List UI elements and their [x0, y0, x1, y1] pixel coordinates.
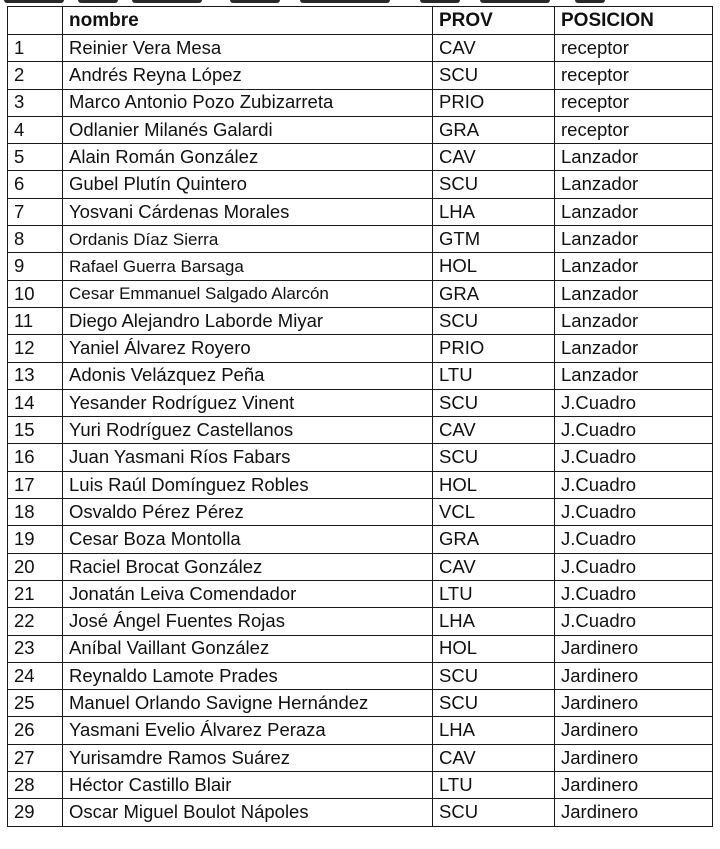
player-name: Héctor Castillo Blair — [63, 772, 433, 799]
player-name: Yasmani Evelio Álvarez Peraza — [63, 717, 433, 744]
player-name: Yesander Rodríguez Vinent — [63, 389, 433, 416]
row-number: 8 — [8, 226, 63, 253]
position: Lanzador — [555, 144, 713, 171]
province: SCU — [433, 171, 555, 198]
table-row — [8, 226, 713, 253]
table-row — [8, 799, 713, 826]
position: Jardinero — [555, 744, 713, 771]
table-row — [8, 89, 713, 116]
position: receptor — [555, 116, 713, 143]
table-row — [8, 116, 713, 143]
player-name: Odlanier Milanés Galardi — [63, 116, 433, 143]
player-name: Manuel Orlando Savigne Hernández — [63, 690, 433, 717]
header-prov: PROV — [433, 7, 555, 35]
province: SCU — [433, 799, 555, 826]
player-name: Osvaldo Pérez Pérez — [63, 499, 433, 526]
row-number: 28 — [8, 772, 63, 799]
province: SCU — [433, 690, 555, 717]
position: Jardinero — [555, 799, 713, 826]
province: LTU — [433, 362, 555, 389]
position: receptor — [555, 35, 713, 62]
province: CAV — [433, 744, 555, 771]
table-row — [8, 307, 713, 334]
player-name: Yaniel Álvarez Royero — [63, 335, 433, 362]
table-row — [8, 389, 713, 416]
table-row — [8, 662, 713, 689]
position: Lanzador — [555, 226, 713, 253]
province: SCU — [433, 307, 555, 334]
province: SCU — [433, 389, 555, 416]
province: SCU — [433, 62, 555, 89]
player-name: Juan Yasmani Ríos Fabars — [63, 444, 433, 471]
table-row — [8, 526, 713, 553]
position: Jardinero — [555, 772, 713, 799]
header-name: nombre — [63, 7, 433, 35]
player-name: Diego Alejandro Laborde Miyar — [63, 307, 433, 334]
province: CAV — [433, 35, 555, 62]
row-number: 20 — [8, 553, 63, 580]
table-row — [8, 499, 713, 526]
row-number: 19 — [8, 526, 63, 553]
row-number: 23 — [8, 635, 63, 662]
table-row — [8, 580, 713, 607]
table-row — [8, 635, 713, 662]
position: J.Cuadro — [555, 553, 713, 580]
header-num — [8, 7, 63, 35]
table-row — [8, 772, 713, 799]
table-row — [8, 280, 713, 307]
row-number: 21 — [8, 580, 63, 607]
table-row — [8, 198, 713, 225]
player-name: Cesar Emmanuel Salgado Alarcón — [63, 280, 433, 307]
position: J.Cuadro — [555, 580, 713, 607]
position: Jardinero — [555, 662, 713, 689]
position: J.Cuadro — [555, 526, 713, 553]
table-row — [8, 144, 713, 171]
row-number: 13 — [8, 362, 63, 389]
row-number: 25 — [8, 690, 63, 717]
province: LHA — [433, 717, 555, 744]
table-row — [8, 608, 713, 635]
row-number: 2 — [8, 62, 63, 89]
table-row — [8, 362, 713, 389]
row-number: 1 — [8, 35, 63, 62]
row-number: 5 — [8, 144, 63, 171]
table-row — [8, 744, 713, 771]
position: J.Cuadro — [555, 389, 713, 416]
position: Lanzador — [555, 335, 713, 362]
row-number: 6 — [8, 171, 63, 198]
position: Jardinero — [555, 690, 713, 717]
province: SCU — [433, 662, 555, 689]
player-name: Andrés Reyna López — [63, 62, 433, 89]
row-number: 4 — [8, 116, 63, 143]
row-number: 15 — [8, 417, 63, 444]
position: J.Cuadro — [555, 417, 713, 444]
header-row — [8, 7, 713, 35]
player-name: Oscar Miguel Boulot Nápoles — [63, 799, 433, 826]
player-name: Jonatán Leiva Comendador — [63, 580, 433, 607]
province: PRIO — [433, 89, 555, 116]
player-name: Yuri Rodríguez Castellanos — [63, 417, 433, 444]
player-name: Gubel Plutín Quintero — [63, 171, 433, 198]
player-name: Marco Antonio Pozo Zubizarreta — [63, 89, 433, 116]
row-number: 27 — [8, 744, 63, 771]
province: GRA — [433, 116, 555, 143]
player-name: Adonis Velázquez Peña — [63, 362, 433, 389]
table-row — [8, 717, 713, 744]
row-number: 14 — [8, 389, 63, 416]
position: receptor — [555, 89, 713, 116]
player-name: José Ángel Fuentes Rojas — [63, 608, 433, 635]
table-row — [8, 335, 713, 362]
position: Jardinero — [555, 717, 713, 744]
player-name: Rafael Guerra Barsaga — [63, 253, 433, 280]
province: HOL — [433, 471, 555, 498]
player-name: Alain Román González — [63, 144, 433, 171]
row-number: 3 — [8, 89, 63, 116]
row-number: 16 — [8, 444, 63, 471]
table-row — [8, 417, 713, 444]
table-row — [8, 35, 713, 62]
player-name: Ordanis Díaz Sierra — [63, 226, 433, 253]
row-number: 7 — [8, 198, 63, 225]
position: J.Cuadro — [555, 608, 713, 635]
position: Lanzador — [555, 198, 713, 225]
position: J.Cuadro — [555, 444, 713, 471]
province: HOL — [433, 635, 555, 662]
province: HOL — [433, 253, 555, 280]
row-number: 10 — [8, 280, 63, 307]
position: Lanzador — [555, 362, 713, 389]
table-row — [8, 253, 713, 280]
province: CAV — [433, 417, 555, 444]
row-number: 9 — [8, 253, 63, 280]
row-number: 18 — [8, 499, 63, 526]
table-row — [8, 444, 713, 471]
table-row — [8, 471, 713, 498]
province: PRIO — [433, 335, 555, 362]
province: LTU — [433, 580, 555, 607]
row-number: 24 — [8, 662, 63, 689]
player-name: Yurisamdre Ramos Suárez — [63, 744, 433, 771]
province: SCU — [433, 444, 555, 471]
province: CAV — [433, 553, 555, 580]
player-name: Reynaldo Lamote Prades — [63, 662, 433, 689]
province: GRA — [433, 280, 555, 307]
position: J.Cuadro — [555, 471, 713, 498]
row-number: 17 — [8, 471, 63, 498]
row-number: 26 — [8, 717, 63, 744]
position: Lanzador — [555, 280, 713, 307]
province: LTU — [433, 772, 555, 799]
table-row — [8, 690, 713, 717]
player-name: Reinier Vera Mesa — [63, 35, 433, 62]
player-name: Raciel Brocat González — [63, 553, 433, 580]
position: receptor — [555, 62, 713, 89]
province: LHA — [433, 198, 555, 225]
player-name: Aníbal Vaillant González — [63, 635, 433, 662]
province: GTM — [433, 226, 555, 253]
province: VCL — [433, 499, 555, 526]
player-name: Yosvani Cárdenas Morales — [63, 198, 433, 225]
row-number: 11 — [8, 307, 63, 334]
position: Jardinero — [555, 635, 713, 662]
table-row — [8, 62, 713, 89]
row-number: 12 — [8, 335, 63, 362]
player-name: Luis Raúl Domínguez Robles — [63, 471, 433, 498]
province: GRA — [433, 526, 555, 553]
position: Lanzador — [555, 253, 713, 280]
position: J.Cuadro — [555, 499, 713, 526]
row-number: 22 — [8, 608, 63, 635]
province: CAV — [433, 144, 555, 171]
province: LHA — [433, 608, 555, 635]
table-row — [8, 171, 713, 198]
position: Lanzador — [555, 307, 713, 334]
player-name: Cesar Boza Montolla — [63, 526, 433, 553]
position: Lanzador — [555, 171, 713, 198]
player-roster-table — [7, 6, 713, 827]
table-row — [8, 553, 713, 580]
row-number: 29 — [8, 799, 63, 826]
header-pos: POSICION — [555, 7, 713, 35]
